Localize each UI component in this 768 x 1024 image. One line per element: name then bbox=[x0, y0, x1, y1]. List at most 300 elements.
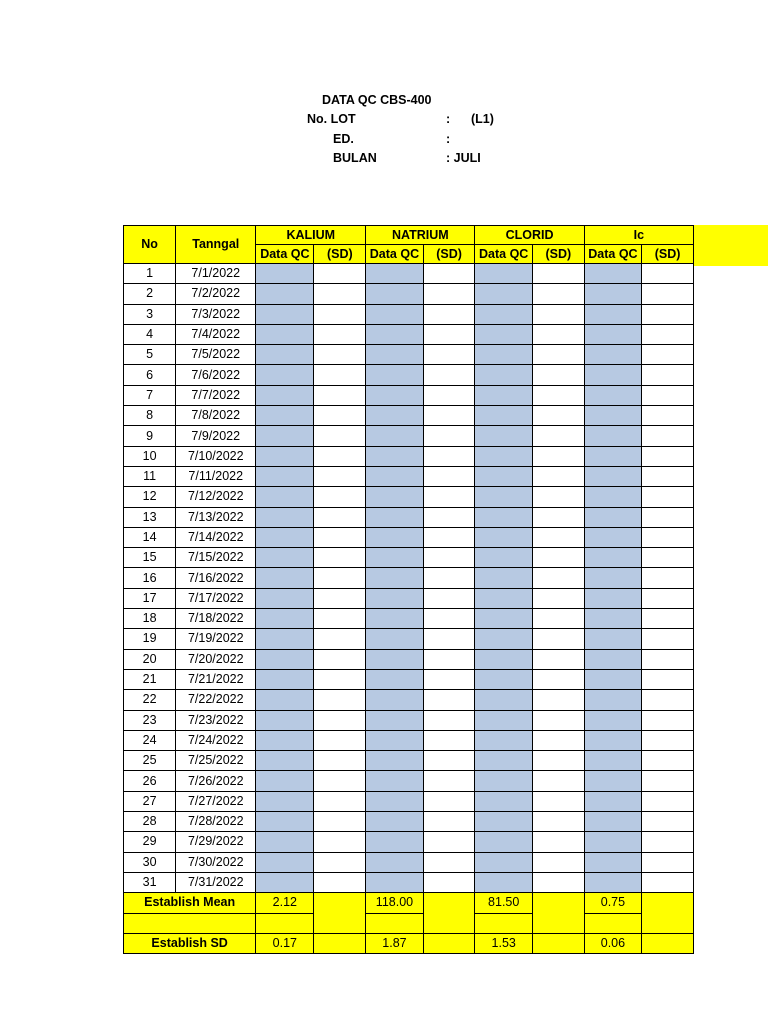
clorid-sd-cell[interactable] bbox=[532, 365, 584, 385]
clorid-data-qc-cell[interactable] bbox=[475, 548, 532, 568]
kalium-data-qc-cell[interactable] bbox=[256, 751, 314, 771]
clorid-data-qc-cell[interactable] bbox=[475, 446, 532, 466]
row-no: 18 bbox=[124, 609, 176, 629]
table-row bbox=[124, 426, 694, 446]
kalium-data-qc-cell[interactable] bbox=[256, 264, 314, 284]
ic-sd-cell[interactable] bbox=[642, 324, 694, 344]
natrium-sd-cell[interactable] bbox=[423, 791, 475, 811]
kalium-data-qc-cell[interactable] bbox=[256, 609, 314, 629]
ic-data-qc-cell[interactable] bbox=[584, 426, 641, 446]
natrium-data-qc-cell[interactable] bbox=[366, 385, 423, 405]
natrium-sd-cell[interactable] bbox=[423, 852, 475, 872]
natrium-data-qc-cell[interactable] bbox=[366, 264, 423, 284]
natrium-sd-cell[interactable] bbox=[423, 690, 475, 710]
natrium-sd-cell[interactable] bbox=[423, 324, 475, 344]
clorid-data-qc-cell[interactable] bbox=[475, 345, 532, 365]
clorid-sd-cell[interactable] bbox=[532, 812, 584, 832]
ic-sd-cell[interactable] bbox=[642, 609, 694, 629]
row-no: 27 bbox=[124, 791, 176, 811]
natrium-data-qc-cell[interactable] bbox=[366, 365, 423, 385]
natrium-sd-cell[interactable] bbox=[423, 751, 475, 771]
ic-data-qc-cell[interactable] bbox=[584, 527, 641, 547]
clorid-sd-cell[interactable] bbox=[532, 406, 584, 426]
clorid-sd-cell[interactable] bbox=[532, 304, 584, 324]
ic-data-qc-cell[interactable] bbox=[584, 832, 641, 852]
natrium-data-qc-cell[interactable] bbox=[366, 406, 423, 426]
natrium-sd-cell[interactable] bbox=[423, 385, 475, 405]
kalium-data-qc-cell[interactable] bbox=[256, 324, 314, 344]
clorid-data-qc-cell[interactable] bbox=[475, 466, 532, 486]
natrium-data-qc-cell[interactable] bbox=[366, 345, 423, 365]
ic-data-qc-cell[interactable] bbox=[584, 812, 641, 832]
row-no: 1 bbox=[124, 264, 176, 284]
natrium-data-qc-cell[interactable] bbox=[366, 812, 423, 832]
natrium-sd-cell[interactable] bbox=[423, 548, 475, 568]
ic-establish-sd-value: 0.06 bbox=[584, 933, 641, 953]
kalium-data-qc-cell[interactable] bbox=[256, 852, 314, 872]
natrium-sd-cell[interactable] bbox=[423, 710, 475, 730]
natrium-data-qc-cell[interactable] bbox=[366, 426, 423, 446]
clorid-data-qc-cell[interactable] bbox=[475, 507, 532, 527]
ic-data-qc-cell[interactable] bbox=[584, 710, 641, 730]
ic-data-qc-cell[interactable] bbox=[584, 629, 641, 649]
ed-label: ED. bbox=[333, 132, 354, 146]
natrium-data-qc-cell[interactable] bbox=[366, 507, 423, 527]
clorid-data-qc-cell[interactable] bbox=[475, 629, 532, 649]
ic-sd-cell[interactable] bbox=[642, 284, 694, 304]
clorid-data-qc-cell[interactable] bbox=[475, 872, 532, 892]
clorid-data-qc-cell[interactable] bbox=[475, 487, 532, 507]
ic-data-qc-cell[interactable] bbox=[584, 588, 641, 608]
kalium-sd-cell[interactable] bbox=[314, 771, 366, 791]
row-date: 7/31/2022 bbox=[176, 872, 256, 892]
kalium-sd-cell[interactable] bbox=[314, 365, 366, 385]
clorid-data-qc-cell[interactable] bbox=[475, 669, 532, 689]
kalium-data-qc-cell[interactable] bbox=[256, 345, 314, 365]
clorid-sd-cell[interactable] bbox=[532, 649, 584, 669]
kalium-sd-cell[interactable] bbox=[314, 568, 366, 588]
natrium-sd-cell[interactable] bbox=[423, 406, 475, 426]
clorid-sd-cell[interactable] bbox=[532, 568, 584, 588]
ic-data-qc-cell[interactable] bbox=[584, 284, 641, 304]
ic-sd-cell[interactable] bbox=[642, 466, 694, 486]
natrium-sd-cell[interactable] bbox=[423, 588, 475, 608]
table-row bbox=[124, 832, 694, 852]
natrium-data-qc-cell[interactable] bbox=[366, 446, 423, 466]
ic-data-qc-cell[interactable] bbox=[584, 751, 641, 771]
ic-data-qc-cell[interactable] bbox=[584, 669, 641, 689]
row-no: 5 bbox=[124, 345, 176, 365]
clorid-sd-cell[interactable] bbox=[532, 264, 584, 284]
clorid-sd-header: (SD) bbox=[532, 245, 584, 264]
kalium-data-qc-cell[interactable] bbox=[256, 527, 314, 547]
natrium-establish-sd-value: 1.87 bbox=[366, 933, 423, 953]
kalium-data-qc-cell[interactable] bbox=[256, 710, 314, 730]
establish-mean-label: Establish Mean bbox=[124, 893, 256, 913]
clorid-sd-cell[interactable] bbox=[532, 690, 584, 710]
clorid-sd-cell[interactable] bbox=[532, 730, 584, 750]
natrium-data-qc-cell[interactable] bbox=[366, 791, 423, 811]
ic-sd-cell[interactable] bbox=[642, 649, 694, 669]
natrium-sd-cell[interactable] bbox=[423, 487, 475, 507]
row-no: 30 bbox=[124, 852, 176, 872]
kalium-data-qc-cell[interactable] bbox=[256, 507, 314, 527]
clorid-data-qc-cell[interactable] bbox=[475, 385, 532, 405]
natrium-data-qc-cell[interactable] bbox=[366, 629, 423, 649]
kalium-sd-cell[interactable] bbox=[314, 406, 366, 426]
ic-sd-cell[interactable] bbox=[642, 872, 694, 892]
ic-sd-cell[interactable] bbox=[642, 832, 694, 852]
ic-data-qc-header: Data QC bbox=[584, 245, 641, 264]
natrium-sd-cell[interactable] bbox=[423, 832, 475, 852]
clorid-data-qc-cell[interactable] bbox=[475, 832, 532, 852]
ic-sd-cell[interactable] bbox=[642, 264, 694, 284]
natrium-data-qc-cell[interactable] bbox=[366, 304, 423, 324]
kalium-sd-cell[interactable] bbox=[314, 466, 366, 486]
clorid-sd-cell[interactable] bbox=[532, 507, 584, 527]
natrium-sd-cell[interactable] bbox=[423, 426, 475, 446]
natrium-data-qc-cell[interactable] bbox=[366, 284, 423, 304]
kalium-data-qc-cell[interactable] bbox=[256, 365, 314, 385]
row-date: 7/14/2022 bbox=[176, 527, 256, 547]
clorid-data-qc-cell[interactable] bbox=[475, 710, 532, 730]
ic-sd-cell[interactable] bbox=[642, 548, 694, 568]
ic-sd-cell[interactable] bbox=[642, 771, 694, 791]
natrium-data-qc-cell[interactable] bbox=[366, 324, 423, 344]
natrium-establish-mean-value: 118.00 bbox=[366, 893, 423, 913]
natrium-sd-cell[interactable] bbox=[423, 771, 475, 791]
natrium-data-qc-cell[interactable] bbox=[366, 710, 423, 730]
natrium-data-qc-cell[interactable] bbox=[366, 832, 423, 852]
ic-sd-cell[interactable] bbox=[642, 852, 694, 872]
table-row bbox=[124, 466, 694, 486]
ic-sd-cell[interactable] bbox=[642, 730, 694, 750]
clorid-data-qc-cell[interactable] bbox=[475, 730, 532, 750]
ic-data-qc-cell[interactable] bbox=[584, 548, 641, 568]
clorid-sd-cell[interactable] bbox=[532, 324, 584, 344]
natrium-data-qc-cell[interactable] bbox=[366, 690, 423, 710]
kalium-sd-cell[interactable] bbox=[314, 629, 366, 649]
bulan-label: BULAN bbox=[333, 151, 377, 165]
clorid-data-qc-cell[interactable] bbox=[475, 791, 532, 811]
natrium-data-qc-cell[interactable] bbox=[366, 751, 423, 771]
ic-data-qc-cell[interactable] bbox=[584, 385, 641, 405]
kalium-data-qc-cell[interactable] bbox=[256, 812, 314, 832]
clorid-data-qc-cell[interactable] bbox=[475, 264, 532, 284]
clorid-data-qc-cell[interactable] bbox=[475, 568, 532, 588]
ic-data-qc-cell[interactable] bbox=[584, 466, 641, 486]
ic-data-qc-cell[interactable] bbox=[584, 345, 641, 365]
table-row bbox=[124, 669, 694, 689]
clorid-establish-sd-sd-blank bbox=[532, 933, 584, 953]
natrium-sd-cell[interactable] bbox=[423, 345, 475, 365]
ic-sd-cell[interactable] bbox=[642, 406, 694, 426]
ic-establish-sd-sd-blank bbox=[642, 933, 694, 953]
ic-sd-cell[interactable] bbox=[642, 751, 694, 771]
natrium-sd-cell[interactable] bbox=[423, 304, 475, 324]
ic-sd-cell[interactable] bbox=[642, 527, 694, 547]
kalium-data-qc-cell[interactable] bbox=[256, 588, 314, 608]
natrium-sd-cell[interactable] bbox=[423, 669, 475, 689]
ic-data-qc-cell[interactable] bbox=[584, 771, 641, 791]
ic-data-qc-cell[interactable] bbox=[584, 568, 641, 588]
ic-sd-cell[interactable] bbox=[642, 365, 694, 385]
ic-data-qc-cell[interactable] bbox=[584, 365, 641, 385]
kalium-data-qc-cell[interactable] bbox=[256, 791, 314, 811]
row-date: 7/25/2022 bbox=[176, 751, 256, 771]
kalium-data-qc-cell[interactable] bbox=[256, 872, 314, 892]
natrium-data-qc-cell[interactable] bbox=[366, 548, 423, 568]
kalium-sd-cell[interactable] bbox=[314, 345, 366, 365]
natrium-data-qc-cell[interactable] bbox=[366, 771, 423, 791]
natrium-sd-cell[interactable] bbox=[423, 872, 475, 892]
row-date: 7/5/2022 bbox=[176, 345, 256, 365]
kalium-data-qc-cell[interactable] bbox=[256, 568, 314, 588]
ic-data-qc-cell[interactable] bbox=[584, 446, 641, 466]
ic-sd-cell[interactable] bbox=[642, 304, 694, 324]
row-no: 4 bbox=[124, 324, 176, 344]
lot-separator: : bbox=[446, 112, 451, 126]
row-no: 31 bbox=[124, 872, 176, 892]
ic-data-qc-cell[interactable] bbox=[584, 487, 641, 507]
establish-sd-row bbox=[124, 933, 694, 953]
row-no: 28 bbox=[124, 812, 176, 832]
kalium-sd-cell[interactable] bbox=[314, 446, 366, 466]
clorid-data-qc-cell[interactable] bbox=[475, 609, 532, 629]
ic-data-qc-cell[interactable] bbox=[584, 852, 641, 872]
clorid-data-qc-cell[interactable] bbox=[475, 812, 532, 832]
ic-sd-cell[interactable] bbox=[642, 629, 694, 649]
clorid-sd-cell[interactable] bbox=[532, 588, 584, 608]
natrium-sd-cell[interactable] bbox=[423, 568, 475, 588]
natrium-sd-cell[interactable] bbox=[423, 629, 475, 649]
table-row bbox=[124, 264, 694, 284]
ic-sd-cell[interactable] bbox=[642, 710, 694, 730]
clorid-data-qc-cell[interactable] bbox=[475, 426, 532, 446]
clorid-data-qc-cell[interactable] bbox=[475, 751, 532, 771]
clorid-data-qc-cell[interactable] bbox=[475, 324, 532, 344]
kalium-sd-cell[interactable] bbox=[314, 690, 366, 710]
bulan-value: : JULI bbox=[446, 151, 481, 165]
kalium-sd-cell[interactable] bbox=[314, 264, 366, 284]
clorid-sd-cell[interactable] bbox=[532, 446, 584, 466]
kalium-data-qc-cell[interactable] bbox=[256, 426, 314, 446]
row-no: 29 bbox=[124, 832, 176, 852]
clorid-sd-cell[interactable] bbox=[532, 385, 584, 405]
clorid-sd-cell[interactable] bbox=[532, 487, 584, 507]
row-date: 7/28/2022 bbox=[176, 812, 256, 832]
row-date: 7/21/2022 bbox=[176, 669, 256, 689]
clorid-sd-cell[interactable] bbox=[532, 548, 584, 568]
clorid-sd-cell[interactable] bbox=[532, 832, 584, 852]
kalium-sd-cell[interactable] bbox=[314, 527, 366, 547]
clorid-data-qc-cell[interactable] bbox=[475, 771, 532, 791]
kalium-sd-cell[interactable] bbox=[314, 588, 366, 608]
clorid-data-qc-cell[interactable] bbox=[475, 406, 532, 426]
kalium-data-qc-cell[interactable] bbox=[256, 548, 314, 568]
col-date-header: Tanngal bbox=[176, 226, 256, 264]
ic-data-qc-cell[interactable] bbox=[584, 872, 641, 892]
ic-sd-cell[interactable] bbox=[642, 446, 694, 466]
kalium-data-qc-cell[interactable] bbox=[256, 730, 314, 750]
natrium-establish-mean-sd-blank bbox=[423, 893, 475, 934]
ic-data-qc-cell[interactable] bbox=[584, 690, 641, 710]
ic-sd-cell[interactable] bbox=[642, 345, 694, 365]
ic-data-qc-cell[interactable] bbox=[584, 791, 641, 811]
clorid-sd-cell[interactable] bbox=[532, 629, 584, 649]
clorid-data-qc-cell[interactable] bbox=[475, 527, 532, 547]
ic-data-qc-cell[interactable] bbox=[584, 406, 641, 426]
row-date: 7/13/2022 bbox=[176, 507, 256, 527]
natrium-data-qc-cell[interactable] bbox=[366, 568, 423, 588]
kalium-data-qc-cell[interactable] bbox=[256, 832, 314, 852]
kalium-data-qc-header: Data QC bbox=[256, 245, 314, 264]
kalium-establish-mean-sd-blank bbox=[314, 893, 366, 934]
ic-data-qc-cell[interactable] bbox=[584, 507, 641, 527]
clorid-sd-cell[interactable] bbox=[532, 426, 584, 446]
table-row bbox=[124, 872, 694, 892]
kalium-sd-cell[interactable] bbox=[314, 304, 366, 324]
natrium-sd-cell[interactable] bbox=[423, 812, 475, 832]
kalium-data-qc-cell[interactable] bbox=[256, 284, 314, 304]
kalium-sd-cell[interactable] bbox=[314, 385, 366, 405]
clorid-sd-cell[interactable] bbox=[532, 527, 584, 547]
natrium-data-qc-cell[interactable] bbox=[366, 527, 423, 547]
clorid-sd-cell[interactable] bbox=[532, 710, 584, 730]
clorid-data-qc-cell[interactable] bbox=[475, 852, 532, 872]
kalium-sd-cell[interactable] bbox=[314, 487, 366, 507]
clorid-establish-mean-value: 81.50 bbox=[475, 893, 532, 913]
ic-sd-cell[interactable] bbox=[642, 690, 694, 710]
clorid-sd-cell[interactable] bbox=[532, 345, 584, 365]
ic-data-qc-cell[interactable] bbox=[584, 324, 641, 344]
ic-data-qc-cell[interactable] bbox=[584, 264, 641, 284]
clorid-data-qc-cell[interactable] bbox=[475, 588, 532, 608]
kalium-sd-cell[interactable] bbox=[314, 507, 366, 527]
natrium-data-qc-cell[interactable] bbox=[366, 669, 423, 689]
kalium-sd-cell[interactable] bbox=[314, 426, 366, 446]
natrium-data-qc-cell[interactable] bbox=[366, 487, 423, 507]
table-row bbox=[124, 304, 694, 324]
kalium-data-qc-cell[interactable] bbox=[256, 487, 314, 507]
clorid-sd-cell[interactable] bbox=[532, 771, 584, 791]
clorid-data-qc-cell[interactable] bbox=[475, 690, 532, 710]
kalium-data-qc-cell[interactable] bbox=[256, 649, 314, 669]
clorid-sd-cell[interactable] bbox=[532, 751, 584, 771]
kalium-data-qc-cell[interactable] bbox=[256, 304, 314, 324]
clorid-sd-cell[interactable] bbox=[532, 284, 584, 304]
natrium-data-qc-cell[interactable] bbox=[366, 466, 423, 486]
ic-sd-cell[interactable] bbox=[642, 669, 694, 689]
kalium-data-qc-cell[interactable] bbox=[256, 385, 314, 405]
ic-sd-cell[interactable] bbox=[642, 487, 694, 507]
kalium-sd-cell[interactable] bbox=[314, 791, 366, 811]
ic-data-qc-cell[interactable] bbox=[584, 304, 641, 324]
kalium-sd-cell[interactable] bbox=[314, 872, 366, 892]
natrium-data-qc-cell[interactable] bbox=[366, 649, 423, 669]
ic-data-qc-cell[interactable] bbox=[584, 609, 641, 629]
kalium-sd-cell[interactable] bbox=[314, 324, 366, 344]
natrium-sd-cell[interactable] bbox=[423, 365, 475, 385]
natrium-sd-cell[interactable] bbox=[423, 264, 475, 284]
row-date: 7/16/2022 bbox=[176, 568, 256, 588]
row-date: 7/15/2022 bbox=[176, 548, 256, 568]
natrium-data-qc-cell[interactable] bbox=[366, 730, 423, 750]
clorid-sd-cell[interactable] bbox=[532, 669, 584, 689]
kalium-sd-cell[interactable] bbox=[314, 710, 366, 730]
kalium-data-qc-cell[interactable] bbox=[256, 406, 314, 426]
footer-spacer-cell bbox=[475, 913, 532, 933]
clorid-sd-cell[interactable] bbox=[532, 852, 584, 872]
kalium-sd-cell[interactable] bbox=[314, 730, 366, 750]
clorid-sd-cell[interactable] bbox=[532, 466, 584, 486]
clorid-sd-cell[interactable] bbox=[532, 791, 584, 811]
kalium-sd-cell[interactable] bbox=[314, 852, 366, 872]
row-date: 7/19/2022 bbox=[176, 629, 256, 649]
clorid-data-qc-cell[interactable] bbox=[475, 304, 532, 324]
natrium-data-qc-cell[interactable] bbox=[366, 588, 423, 608]
natrium-sd-cell[interactable] bbox=[423, 649, 475, 669]
row-date: 7/22/2022 bbox=[176, 690, 256, 710]
natrium-sd-cell[interactable] bbox=[423, 446, 475, 466]
kalium-sd-cell[interactable] bbox=[314, 812, 366, 832]
clorid-sd-cell[interactable] bbox=[532, 609, 584, 629]
establish-mean-row bbox=[124, 893, 694, 913]
group-ic-header: Ic bbox=[584, 226, 693, 245]
clorid-data-qc-cell[interactable] bbox=[475, 365, 532, 385]
ic-sd-cell[interactable] bbox=[642, 507, 694, 527]
kalium-sd-cell[interactable] bbox=[314, 751, 366, 771]
ic-sd-cell[interactable] bbox=[642, 426, 694, 446]
natrium-data-qc-cell[interactable] bbox=[366, 872, 423, 892]
clorid-data-qc-cell[interactable] bbox=[475, 649, 532, 669]
clorid-data-qc-cell[interactable] bbox=[475, 284, 532, 304]
kalium-sd-cell[interactable] bbox=[314, 832, 366, 852]
natrium-sd-cell[interactable] bbox=[423, 466, 475, 486]
kalium-sd-cell[interactable] bbox=[314, 649, 366, 669]
natrium-sd-cell[interactable] bbox=[423, 730, 475, 750]
ic-sd-cell[interactable] bbox=[642, 812, 694, 832]
ic-sd-cell[interactable] bbox=[642, 588, 694, 608]
natrium-data-qc-cell[interactable] bbox=[366, 609, 423, 629]
kalium-data-qc-cell[interactable] bbox=[256, 629, 314, 649]
table-row bbox=[124, 507, 694, 527]
kalium-sd-cell[interactable] bbox=[314, 548, 366, 568]
row-date: 7/9/2022 bbox=[176, 426, 256, 446]
kalium-data-qc-cell[interactable] bbox=[256, 446, 314, 466]
kalium-data-qc-cell[interactable] bbox=[256, 771, 314, 791]
ic-data-qc-cell[interactable] bbox=[584, 730, 641, 750]
table-row bbox=[124, 791, 694, 811]
natrium-sd-cell[interactable] bbox=[423, 507, 475, 527]
ic-sd-cell[interactable] bbox=[642, 568, 694, 588]
ic-sd-cell[interactable] bbox=[642, 791, 694, 811]
clorid-sd-cell[interactable] bbox=[532, 872, 584, 892]
kalium-sd-cell[interactable] bbox=[314, 669, 366, 689]
kalium-data-qc-cell[interactable] bbox=[256, 690, 314, 710]
clorid-establish-mean-sd-blank bbox=[532, 893, 584, 934]
natrium-sd-cell[interactable] bbox=[423, 527, 475, 547]
ic-sd-cell[interactable] bbox=[642, 385, 694, 405]
kalium-data-qc-cell[interactable] bbox=[256, 466, 314, 486]
natrium-sd-cell[interactable] bbox=[423, 609, 475, 629]
natrium-data-qc-cell[interactable] bbox=[366, 852, 423, 872]
kalium-sd-cell[interactable] bbox=[314, 609, 366, 629]
ic-data-qc-cell[interactable] bbox=[584, 649, 641, 669]
kalium-sd-cell[interactable] bbox=[314, 284, 366, 304]
kalium-data-qc-cell[interactable] bbox=[256, 669, 314, 689]
natrium-sd-cell[interactable] bbox=[423, 284, 475, 304]
